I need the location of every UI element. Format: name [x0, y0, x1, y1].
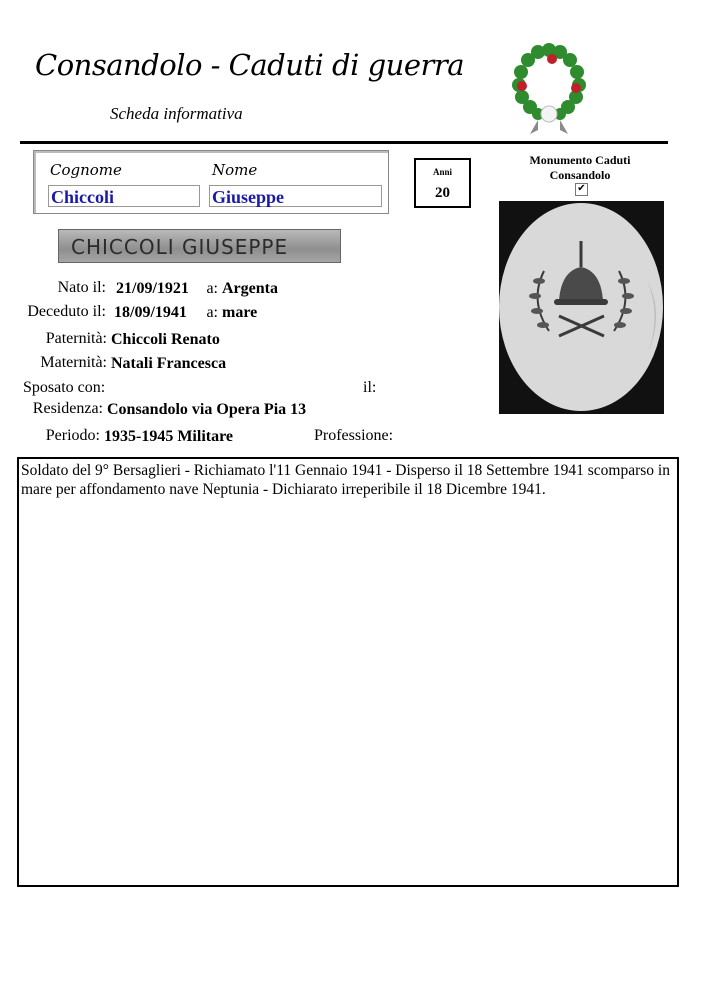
name-plate: CHICCOLI GIUSEPPE: [58, 229, 341, 263]
died-place-label: a:: [206, 304, 218, 321]
monument-label: Monumento Caduti Consandolo: [529, 153, 631, 182]
spouse-label: Sposato con:: [23, 379, 106, 396]
paternity-label: Paternità:: [45, 330, 107, 347]
residence-label: Residenza:: [32, 400, 103, 417]
period-value: 1935-1945 Militare: [104, 428, 234, 445]
age-value: 20: [435, 185, 450, 201]
nome-field[interactable]: Giuseppe: [209, 185, 382, 207]
residence-value: Consandolo via Opera Pia 13: [107, 401, 307, 418]
profession-label: Professione:: [314, 427, 394, 444]
period-label: Periodo:: [45, 427, 100, 444]
page-subtitle: Scheda informativa: [110, 104, 243, 123]
born-label: Nato il:: [57, 279, 106, 296]
born-date: 21/09/1921: [116, 280, 189, 297]
page-title: Consandolo - Caduti di guerra: [35, 48, 465, 82]
born-place-label: a:: [206, 280, 218, 297]
died-date: 18/09/1941: [114, 304, 187, 321]
paternity-value: Chiccoli Renato: [111, 331, 220, 348]
notes-box: Soldato del 9° Bersaglieri - Richiamato l'11 Gennaio 1941 - Disperso il 18 Settembre 1941 scomparso in mare per affondamento nave Neptunia - Dichiarato irreperibile il 18 Dicembre 1941.: [17, 457, 679, 887]
cognome-label: Cognome: [50, 161, 122, 179]
died-place: mare: [222, 304, 258, 321]
name-panel: [33, 150, 389, 214]
header-divider: [20, 141, 668, 144]
nome-label: Nome: [212, 161, 258, 179]
cognome-field[interactable]: Chiccoli: [48, 185, 200, 207]
age-box: [414, 158, 471, 208]
memorial-photo: [499, 201, 664, 414]
died-label: Deceduto il:: [27, 303, 106, 320]
born-place: Argenta: [222, 280, 278, 297]
maternity-label: Maternità:: [40, 354, 107, 371]
monument-checkbox[interactable]: ✔: [575, 183, 588, 196]
marriage-date-label: il:: [363, 379, 377, 396]
laurel-wreath-icon: [508, 40, 590, 136]
age-label: Anni: [432, 167, 452, 177]
maternity-value: Natali Francesca: [111, 355, 227, 372]
